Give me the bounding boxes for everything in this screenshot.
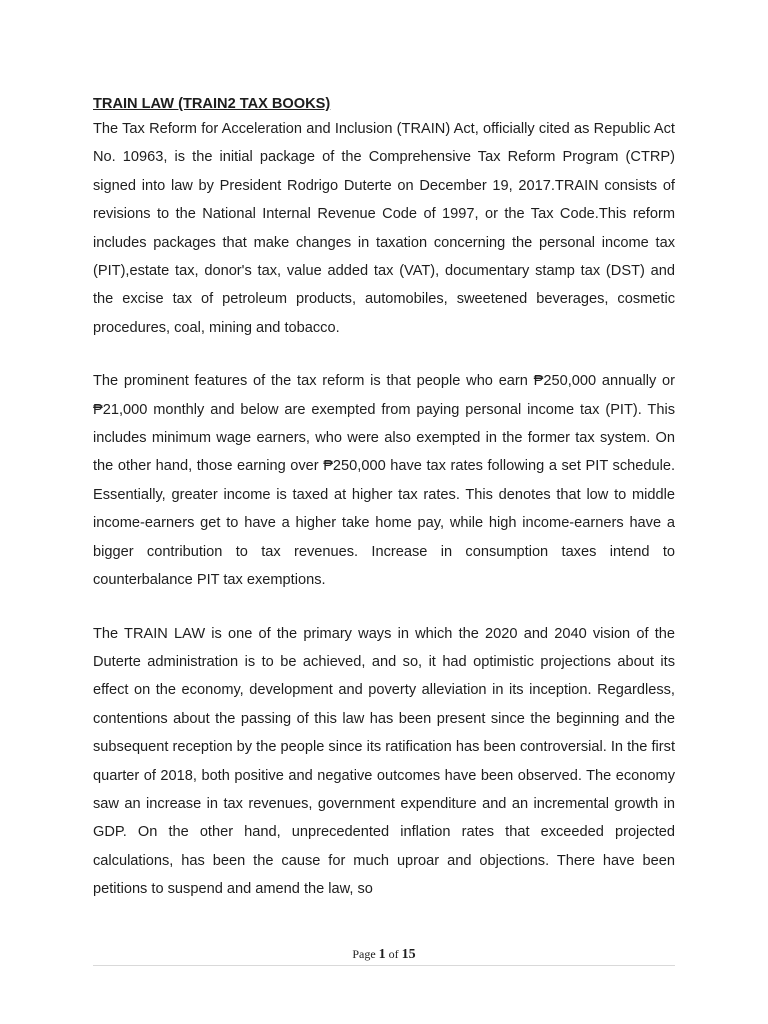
- footer-divider: [93, 965, 675, 966]
- page-word: Page: [352, 947, 376, 961]
- page-footer: [93, 947, 675, 963]
- document-body: [93, 93, 675, 904]
- total-pages-number: 15: [401, 947, 416, 962]
- paragraph-3: The TRAIN LAW is one of the primary ways in which the 2020 and 2040 vision of the Duterte administration is to be achieved, and so, it had optimistic projections about its effect on the economy, development and poverty alleviation in its inception. Regardless, contentions about the passing of this law has been present since the beginning and the subsequent reception by the people since its ratification has been controversial. In the first quarter of 2018, both positive and negative outcomes have been observed. The economy saw an increase in tax revenues, government expenditure and an incremental growth in GDP. On the other hand, unprecedented inflation rates that exceeded projected calculations, has been the cause for much uproar and objections. There have been petitions to suspend and amend the law, so: [93, 625, 675, 898]
- document-title: TRAIN LAW (TRAIN2 TAX BOOKS): [93, 96, 331, 112]
- of-word: of: [388, 947, 399, 961]
- current-page-number: 1: [378, 947, 386, 962]
- paragraph-1: The Tax Reform for Acceleration and Inclusion (TRAIN) Act, officially cited as Republic Act No. 10963, is the initial package of the Comprehensive Tax Reform Program (CTRP) signed into law by President Rodrigo Duterte on December 19, 2017.TRAIN consists of revisions to the National Internal Revenue Code of 1997, or the Tax Code.This reform includes packages that make changes in taxation concerning the personal income tax (PIT),estate tax, donor's tax, value added tax (VAT), documentary stamp tax (DST) and the excise tax of petroleum products, automobiles, sweetened beverages, cosmetic procedures, coal, mining and tobacco.: [93, 121, 675, 336]
- paragraph-2: The prominent features of the tax reform is that people who earn ₱250,000 annually or ₱21,000 monthly and below are exempted from paying personal income tax (PIT). This includes minimum wage earners, who were also exempted in the former tax system. On the other hand, those earning over ₱250,000 have tax rates following a set PIT schedule. Essentially, greater income is taxed at higher tax rates. This denotes that low to middle income-earners get to have a higher take home pay, while high income-earners have a bigger contribution to tax revenues. Increase in consumption taxes intend to counterbalance PIT tax exemptions.: [93, 373, 675, 589]
